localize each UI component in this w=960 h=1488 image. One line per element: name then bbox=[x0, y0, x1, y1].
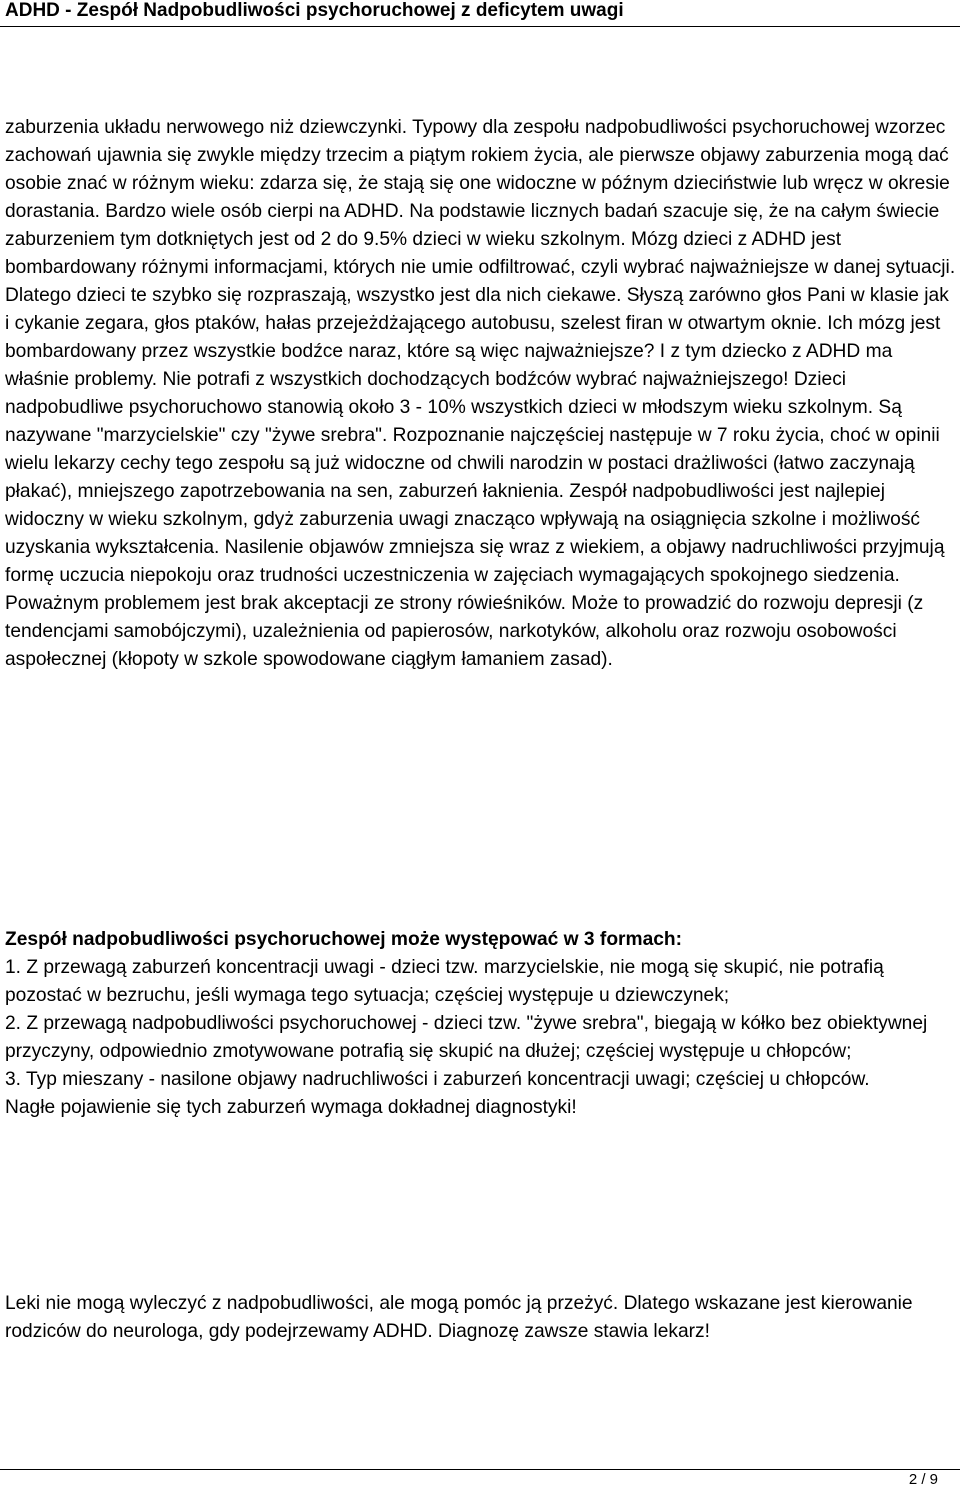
forms-item-1: 1. Z przewagą zaburzeń koncentracji uwagi - dzieci tzw. marzycielskie, nie mogą się skupić, nie potrafią pozostać w bezruchu, jeśli wymaga tego sytuacja; częściej występuje u dziewczynek; bbox=[5, 957, 884, 1006]
header-divider bbox=[0, 26, 960, 27]
forms-section bbox=[5, 926, 957, 1122]
forms-item-2: 2. Z przewagą nadpobudliwości psychoruchowej - dzieci tzw. "żywe srebra", biegają w kółko bez obiektywnej przyczyny, odpowiednio zmotywowane potrafią się skupić na dłużej; częściej występuje u chłopców; bbox=[5, 1013, 928, 1062]
treatment-paragraph: Leki nie mogą wyleczyć z nadpobudliwości, ale mogą pomóc ją przeżyć. Dlatego wskazane jest kierowanie rodziców do neurologa, gdy podejrzewamy ADHD. Diagnozę zawsze stawia lekarz! bbox=[5, 1293, 913, 1342]
intro-paragraph: zaburzenia układu nerwowego niż dziewczynki. Typowy dla zespołu nadpobudliwości psychoruchowej wzorzec zachowań ujawnia się zwykle między trzecim a piątym rokiem życia, ale pierwsze objawy zaburzenia mogą dać osobie znać w różnym wieku: zdarza się, że stają się one widoczne w późnym dzieciństwie lub wręcz w okresie dorastania. Bardzo wiele osób cierpi na ADHD. Na podstawie licznych badań szacuje się, że na całym świecie zaburzeniem tym dotkniętych jest od 2 do 9.5% dzieci w wieku szkolnym. Mózg dzieci z ADHD jest bombardowany różnymi informacjami, których nie umie odfiltrować, czyli wybrać najważniejsze w danej sytuacji. Dlatego dzieci te szybko się rozpraszają, wszystko jest dla nich ciekawe. Słyszą zarówno głos Pani w klasie jak i cykanie zegara, głos ptaków, hałas przejeżdżającego autobusu, szelest firan w otwartym oknie. Ich mózg jest bombardowany przez wszystkie bodźce naraz, które są więc najważniejsze? I z tym dziecko z ADHD ma właśnie problemy. Nie potrafi z wszystkich dochodzących bodźców wybrać najważniejszego! Dzieci nadpobudliwe psychoruchowo stanowią około 3 - 10% wszystkich dzieci w młodszym wieku szkolnym. Są nazywane "marzycielskie" czy "żywe srebra". Rozpoznanie najczęściej następuje w 7 roku życia, choć w opinii wielu lekarzy cechy tego zespołu są już widoczne od chwili narodzin w postaci drażliwości (łatwo zaczynają płakać), mniejszego zapotrzebowania na sen, zaburzeń łaknienia. Zespół nadpobudliwości jest najlepiej widoczny w wieku szkolnym, gdyż zaburzenia uwagi znacząco wpływają na osiągnięcia szkolne i możliwość uzyskania wykształcenia. Nasilenie objawów zmniejsza się wraz z wiekiem, a objawy nadruchliwości przyjmują formę uczucia niepokoju oraz trudności uczestniczenia w zajęciach wymagających spokojnego siedzenia. Poważnym problemem jest brak akceptacji ze strony rówieśników. Może to prowadzić do rozwoju depresji (z tendencjami samobójczymi), uzależnienia od papierosów, narkotyków, alkoholu oraz rozwoju osobowości aspołecznej (kłopoty w szkole spowodowane ciągłym łamaniem zasad). bbox=[5, 117, 956, 670]
document-title: ADHD - Zespół Nadpobudliwości psychoruchowej z deficytem uwagi bbox=[5, 0, 624, 21]
page-number: 2 / 9 bbox=[908, 1471, 938, 1488]
diagnostics-note: Nagłe pojawienie się tych zaburzeń wymaga dokładnej diagnostyki! bbox=[5, 1097, 577, 1118]
intro-section bbox=[5, 114, 957, 674]
footer-divider bbox=[0, 1469, 960, 1470]
treatment-section bbox=[5, 1290, 957, 1346]
forms-heading: Zespół nadpobudliwości psychoruchowej może występować w 3 formach: bbox=[5, 929, 683, 950]
forms-item-3: 3. Typ mieszany - nasilone objawy nadruchliwości i zaburzeń koncentracji uwagi; częściej u chłopców. bbox=[5, 1069, 870, 1090]
page-header bbox=[0, 0, 960, 28]
